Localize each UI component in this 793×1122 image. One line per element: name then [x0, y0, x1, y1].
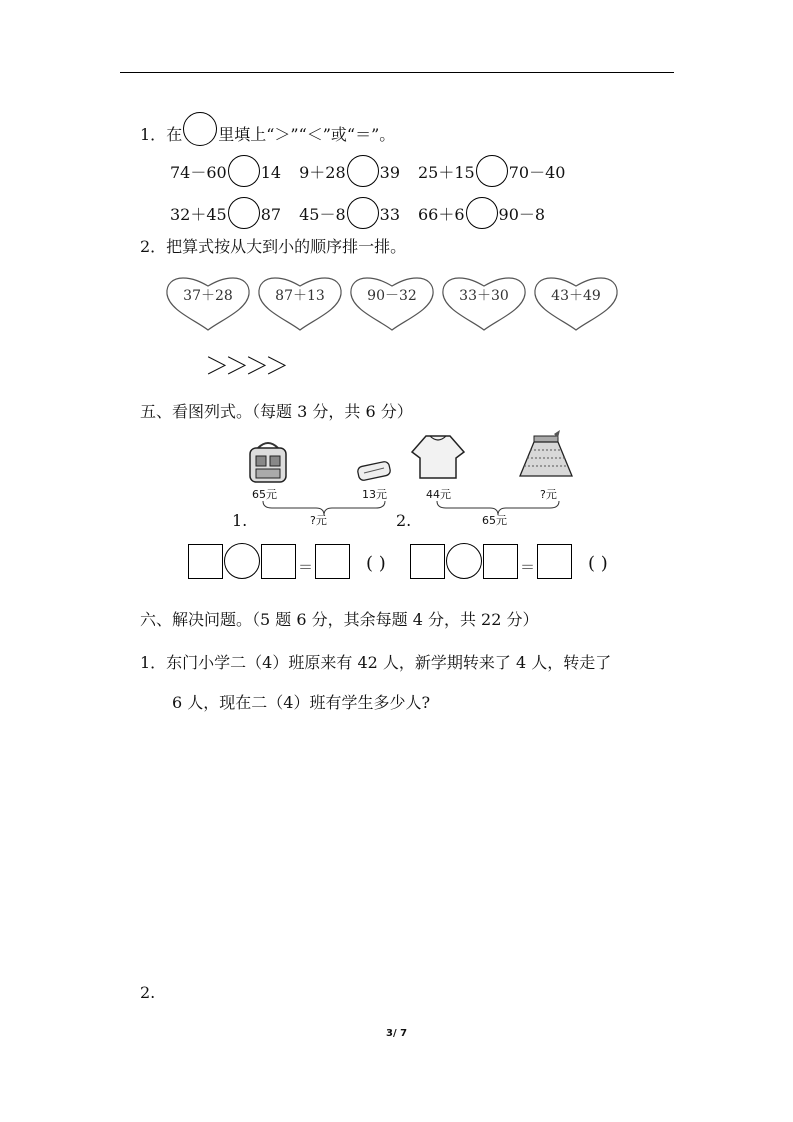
heart-card-3	[349, 276, 435, 332]
expr-right: 90－8	[498, 205, 546, 224]
price-label: 65元	[252, 488, 277, 501]
price-label: ?元	[540, 488, 557, 501]
answer-box[interactable]	[537, 544, 572, 579]
heart-expression: 33＋30	[459, 288, 509, 304]
compare-circle[interactable]	[466, 197, 498, 229]
operator-circle[interactable]	[446, 543, 482, 579]
q1-pre-text: 在	[166, 125, 183, 144]
order-signs: ＞＞＞＞	[205, 352, 285, 380]
q1-post-text: 里填上“＞”“＜”或“＝”。	[218, 125, 396, 144]
operator-circle[interactable]	[224, 543, 260, 579]
answer-box[interactable]	[410, 544, 445, 579]
problem-1-line-1: 1．东门小学二（4）班原来有 42 人，新学期转来了 4 人，转走了	[140, 653, 612, 672]
answer-box[interactable]	[188, 544, 223, 579]
equals-sign: ＝	[520, 558, 536, 576]
equals-sign: ＝	[298, 558, 314, 576]
expr-left: 74－60	[170, 163, 227, 182]
compare-circle-example	[183, 112, 217, 146]
expr-left: 32＋45	[170, 205, 227, 224]
expr-right: 39	[379, 163, 400, 182]
section5-title: 五、看图列式。（每题 3 分，共 6 分）	[140, 402, 413, 421]
section6-title: 六、解决问题。（5 题 6 分，其余每题 4 分，共 22 分）	[140, 610, 539, 629]
compare-circle[interactable]	[228, 197, 260, 229]
problem-number: 2.	[396, 511, 412, 530]
heart-card-1	[165, 276, 251, 332]
expr-right: 70－40	[508, 163, 566, 182]
compare-circle[interactable]	[347, 197, 379, 229]
expr-right: 87	[260, 205, 282, 224]
expr-left: 66＋6	[418, 205, 465, 224]
q1-row-2	[170, 197, 545, 229]
q1-row-1	[170, 155, 565, 187]
heart-card-4	[441, 276, 527, 332]
expr-left: 25＋15	[418, 163, 475, 182]
compare-circle[interactable]	[347, 155, 379, 187]
problem-2-number: 2.	[140, 983, 156, 1002]
answer-box[interactable]	[315, 544, 350, 579]
skirt-icon	[518, 430, 574, 482]
heart-expression: 87＋13	[275, 288, 325, 304]
heart-card-2	[257, 276, 343, 332]
header-rule	[120, 72, 674, 73]
compare-circle[interactable]	[228, 155, 260, 187]
unit-parentheses[interactable]: ( )	[366, 553, 386, 574]
schoolbag-icon	[244, 438, 292, 486]
heart-card-5	[533, 276, 619, 332]
total-label: 65元	[482, 514, 507, 527]
expr-left: 45－8	[299, 205, 346, 224]
page-number: 3/ 7	[386, 1028, 408, 1039]
compare-circle[interactable]	[476, 155, 508, 187]
answer-box[interactable]	[261, 544, 296, 579]
expr-right: 14	[260, 163, 282, 182]
expr-right: 33	[379, 205, 400, 224]
heart-expression: 90－32	[367, 288, 417, 304]
answer-box[interactable]	[483, 544, 518, 579]
sweater-icon	[410, 430, 466, 482]
q1-number: 1．	[140, 125, 167, 144]
heart-expression: 43＋49	[551, 288, 601, 304]
unit-parentheses[interactable]: ( )	[588, 553, 608, 574]
total-label: ?元	[310, 514, 327, 527]
q2-title: 2．把算式按从大到小的顺序排一排。	[140, 237, 407, 256]
pencil-case-icon	[356, 460, 392, 482]
price-label: 13元	[362, 488, 387, 501]
q1-instruction	[140, 112, 395, 146]
heart-expression: 37＋28	[183, 288, 233, 304]
price-label: 44元	[426, 488, 451, 501]
expr-left: 9＋28	[299, 163, 346, 182]
problem-1-line-2: 6 人，现在二（4）班有学生多少人?	[172, 693, 431, 712]
problem-number: 1.	[232, 511, 248, 530]
